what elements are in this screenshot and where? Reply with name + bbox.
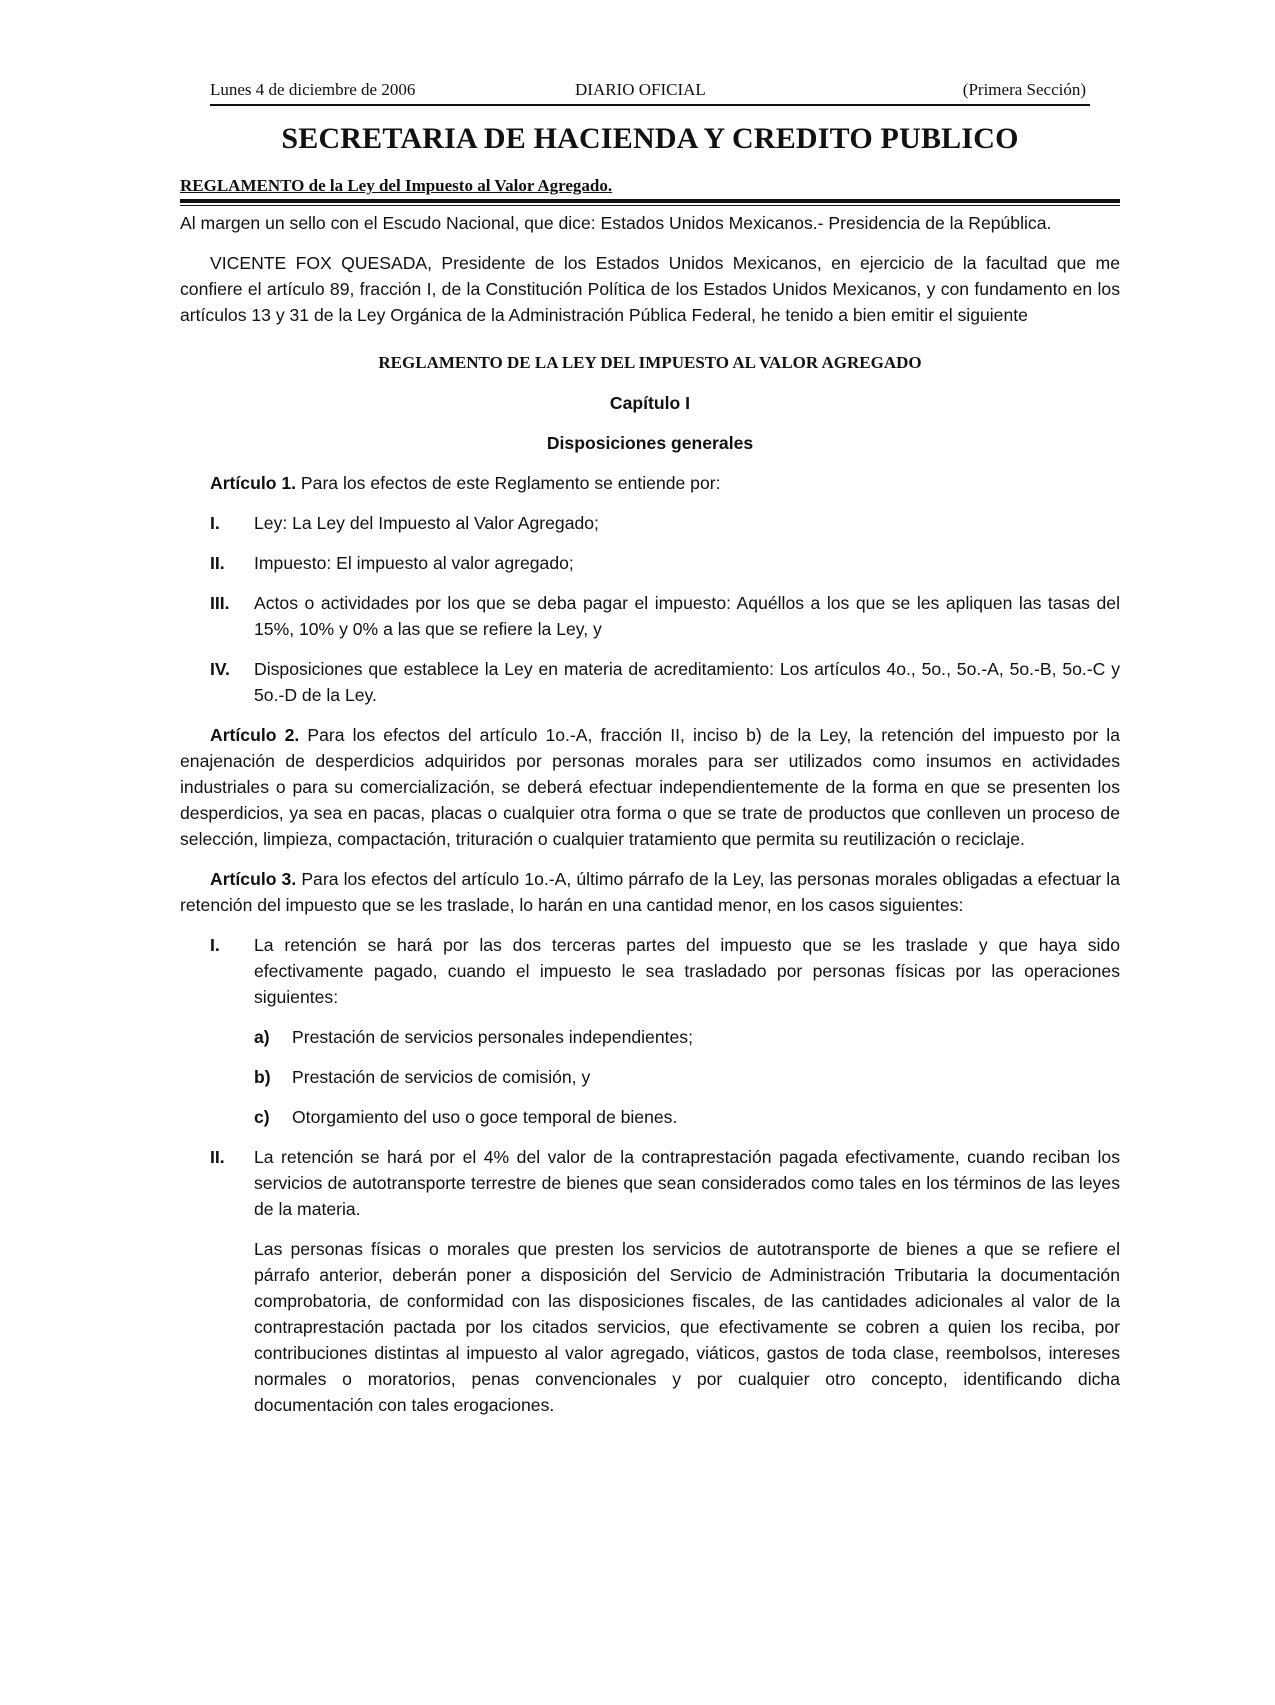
item-text: La retención se hará por las dos terceras partes del impuesto que se les traslade y que haya sido efectivamente pagado, cuando el impuesto le sea trasladado por personas físicas por las operaciones siguientes:	[254, 935, 1120, 1007]
article-1-text: Para los efectos de este Reglamento se entiende por:	[296, 473, 721, 493]
seal-paragraph: Al margen un sello con el Escudo Nacional, que dice: Estados Unidos Mexicanos.- Presidencia de la República.	[180, 213, 1052, 233]
header-publication: DIARIO OFICIAL	[575, 80, 706, 99]
article-1	[180, 470, 1120, 496]
item-text: Actos o actividades por los que se deba pagar el impuesto: Aquéllos a los que se les apliquen las tasas del 15%, 10% y 0% a las que se refiere la Ley, y	[254, 593, 1120, 639]
sub-item	[254, 1104, 1120, 1130]
sub-item-text: Otorgamiento del uso o goce temporal de bienes.	[292, 1107, 678, 1127]
department-title: SECRETARIA DE HACIENDA Y CREDITO PUBLICO	[281, 122, 1019, 155]
authority-paragraph: VICENTE FOX QUESADA, Presidente de los Estados Unidos Mexicanos, en ejercicio de la facultad que me confiere el artículo 89, fracción I, de la Constitución Política de los Estados Unidos Mexicanos, y con fundamento en los artículos 13 y 31 de la Ley Orgánica de la Administración Pública Federal, he tenido a bien emitir el siguiente	[180, 253, 1120, 325]
item-number: II.	[210, 1147, 225, 1167]
list-item	[210, 932, 1120, 1010]
heading-rule	[180, 199, 1120, 206]
article-2	[180, 722, 1120, 852]
sub-item-text: Prestación de servicios personales independientes;	[292, 1027, 693, 1047]
decree-rest: de la Ley del Impuesto al Valor Agregado.	[304, 176, 613, 195]
item-text: La retención se hará por el 4% del valor de la contraprestación pagada efectivamente, cuando reciban los servicios de autotransporte terrestre de bienes que sean considerados como tales en los términos de las leyes de la materia.	[254, 1147, 1120, 1219]
list-item	[210, 550, 1120, 576]
article-1-label: Artículo 1.	[210, 473, 297, 493]
document-body	[180, 210, 1120, 1432]
header-date: Lunes 4 de diciembre de 2006	[210, 80, 416, 99]
page-header	[210, 78, 1090, 106]
sub-item	[254, 1064, 1120, 1090]
sub-item-letter: b)	[254, 1067, 271, 1087]
sub-item-letter: c)	[254, 1107, 270, 1127]
article-3-text: Para los efectos del artículo 1o.-A, último párrafo de la Ley, las personas morales obligadas a efectuar la retención del impuesto que se les traslade, lo harán en una cantidad menor, en los casos siguientes:	[180, 869, 1120, 915]
list-item	[210, 510, 1120, 536]
item-number: I.	[210, 513, 220, 533]
continuation-paragraph: Las personas físicas o morales que presten los servicios de autotransporte de bienes a que se refiere el párrafo anterior, deberán poner a disposición del Servicio de Administración Tributaria la documentación comprobatoria, de conformidad con las disposiciones fiscales, de las cantidades adicionales al valor de la contraprestación pactada por los citados servicios, que efectivamente se cobren a quien los reciba, por contribuciones distintas al impuesto al valor agregado, viáticos, gastos de toda clase, reembolsos, intereses normales o moratorios, penas convencionales y por cualquier otro concepto, identificando dicha documentación con tales erogaciones.	[254, 1239, 1120, 1415]
sub-item	[254, 1024, 1120, 1050]
article-2-label: Artículo 2.	[210, 725, 300, 745]
list-item	[210, 656, 1120, 708]
item-text: Disposiciones que establece la Ley en materia de acreditamiento: Los artículos 4o., 5o., 5o.-A, 5o.-B, 5o.-C y 5o.-D de la Ley.	[254, 659, 1120, 705]
item-number: III.	[210, 593, 230, 613]
item-text: Ley: La Ley del Impuesto al Valor Agregado;	[254, 513, 599, 533]
item-number: II.	[210, 553, 225, 573]
item-text: Impuesto: El impuesto al valor agregado;	[254, 553, 574, 573]
regulation-title: REGLAMENTO DE LA LEY DEL IMPUESTO AL VALOR AGREGADO	[378, 353, 922, 372]
item-number: I.	[210, 935, 220, 955]
decree-heading	[180, 176, 1120, 196]
decree-label: REGLAMENTO	[180, 176, 305, 195]
list-item	[210, 1144, 1120, 1222]
article-2-text: Para los efectos del artículo 1o.-A, fracción II, inciso b) de la Ley, la retención del impuesto por la enajenación de desperdicios adquiridos por personas morales para ser utilizados como insumos en actividades industriales o para su comercialización, se deberá efectuar independientemente de la forma en que se presenten los desperdicios, ya sea en pacas, placas o cualquier otra forma o que se trate de productos que conlleven un proceso de selección, limpieza, compactación, trituración o cualquier tratamiento que permita su reutilización o reciclaje.	[180, 725, 1120, 849]
sub-item-letter: a)	[254, 1027, 270, 1047]
article-3-label: Artículo 3.	[210, 869, 297, 889]
header-section: (Primera Sección)	[962, 80, 1086, 99]
chapter-label: Capítulo I	[609, 393, 691, 413]
item-number: IV.	[210, 659, 230, 679]
chapter-title: Disposiciones generales	[546, 433, 754, 453]
sub-item-text: Prestación de servicios de comisión, y	[292, 1067, 591, 1087]
article-3	[180, 866, 1120, 918]
list-item	[210, 590, 1120, 642]
